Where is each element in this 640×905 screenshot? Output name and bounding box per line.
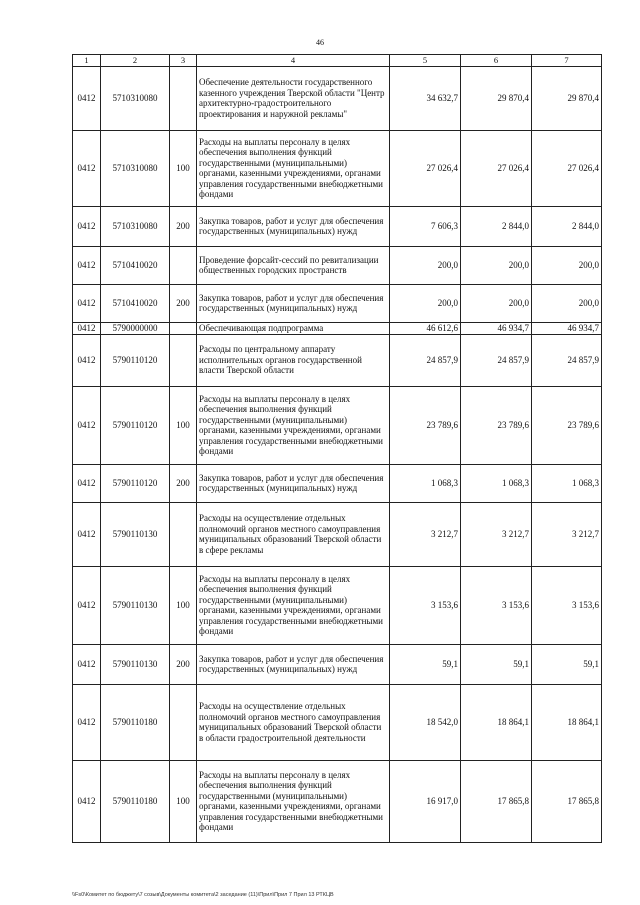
expense-type: 100 — [170, 566, 197, 644]
col-header-3: 3 — [170, 55, 197, 67]
amount-col6: 200,0 — [461, 246, 532, 284]
row-description: Закупка товаров, работ и услуг для обеспечения государственных (муниципальных) нужд — [197, 284, 390, 322]
table-row — [73, 386, 602, 464]
target-code: 5790000000 — [101, 322, 170, 334]
expense-type: 200 — [170, 464, 197, 502]
expense-type: 200 — [170, 284, 197, 322]
section-code: 0412 — [73, 566, 101, 644]
section-code: 0412 — [73, 322, 101, 334]
row-description: Расходы на выплаты персоналу в целях обеспечения выполнения функций государственными (муниципальными) органами, казенными учреждениями, органами управления государственными внебюджетными фондами — [197, 130, 390, 206]
amount-col5: 7 606,3 — [390, 206, 461, 246]
section-code: 0412 — [73, 644, 101, 684]
row-description: Расходы на выплаты персоналу в целях обеспечения выполнения функций государственными (муниципальными) органами, казенными учреждениями, органами управления государственными внебюджетными фондами — [197, 386, 390, 464]
amount-col7: 17 865,8 — [532, 760, 602, 842]
table-row — [73, 566, 602, 644]
target-code: 5790110130 — [101, 644, 170, 684]
row-description: Расходы на осуществление отдельных полномочий органов местного самоуправления муниципальных образований Тверской области в сфере рекламы — [197, 502, 390, 566]
col-header-2: 2 — [101, 55, 170, 67]
expense-type: 100 — [170, 760, 197, 842]
expense-type — [170, 322, 197, 334]
expense-type — [170, 246, 197, 284]
expense-type — [170, 66, 197, 130]
table-row — [73, 464, 602, 502]
amount-col5: 3 153,6 — [390, 566, 461, 644]
amount-col6: 29 870,4 — [461, 66, 532, 130]
amount-col7: 3 153,6 — [532, 566, 602, 644]
amount-col5: 16 917,0 — [390, 760, 461, 842]
section-code: 0412 — [73, 502, 101, 566]
table-row — [73, 684, 602, 760]
section-code: 0412 — [73, 760, 101, 842]
table-row — [73, 760, 602, 842]
footer-file-path: \\Fs0\Комитет по бюджету\7 созыв\Документы комитета\2 заседание (11)\Прил\Прил 7 Прил 13 РТКЦВ — [72, 892, 334, 898]
amount-col6: 3 212,7 — [461, 502, 532, 566]
row-description: Расходы на осуществление отдельных полномочий органов местного самоуправления муниципальных образований Тверской области в области градостроительной деятельности — [197, 684, 390, 760]
row-description: Закупка товаров, работ и услуг для обеспечения государственных (муниципальных) нужд — [197, 206, 390, 246]
expense-type: 200 — [170, 644, 197, 684]
section-code: 0412 — [73, 246, 101, 284]
expense-type — [170, 334, 197, 386]
expense-type — [170, 684, 197, 760]
amount-col7: 3 212,7 — [532, 502, 602, 566]
section-code: 0412 — [73, 206, 101, 246]
expense-type: 100 — [170, 130, 197, 206]
col-header-1: 1 — [73, 55, 101, 67]
table-row — [73, 502, 602, 566]
target-code: 5790110180 — [101, 684, 170, 760]
section-code: 0412 — [73, 334, 101, 386]
target-code: 5790110130 — [101, 502, 170, 566]
row-description: Обеспечение деятельности государственного казенного учреждения Тверской области "Центр архитектурно-градостроительного проектирования и наружной рекламы" — [197, 66, 390, 130]
target-code: 5790110130 — [101, 566, 170, 644]
amount-col6: 18 864,1 — [461, 684, 532, 760]
row-description: Закупка товаров, работ и услуг для обеспечения государственных (муниципальных) нужд — [197, 644, 390, 684]
target-code: 5790110120 — [101, 334, 170, 386]
amount-col6: 2 844,0 — [461, 206, 532, 246]
amount-col5: 46 612,6 — [390, 322, 461, 334]
amount-col6: 1 068,3 — [461, 464, 532, 502]
target-code: 5710310080 — [101, 130, 170, 206]
amount-col5: 200,0 — [390, 284, 461, 322]
amount-col6: 27 026,4 — [461, 130, 532, 206]
target-code: 5710410020 — [101, 246, 170, 284]
table-row — [73, 66, 602, 130]
amount-col5: 27 026,4 — [390, 130, 461, 206]
amount-col6: 46 934,7 — [461, 322, 532, 334]
section-code: 0412 — [73, 684, 101, 760]
row-description: Проведение форсайт-сессий по ревитализации общественных городских пространств — [197, 246, 390, 284]
target-code: 5790110180 — [101, 760, 170, 842]
row-description: Расходы на выплаты персоналу в целях обеспечения выполнения функций государственными (муниципальными) органами, казенными учреждениями, органами управления государственными внебюджетными фондами — [197, 566, 390, 644]
amount-col7: 18 864,1 — [532, 684, 602, 760]
amount-col6: 17 865,8 — [461, 760, 532, 842]
amount-col7: 2 844,0 — [532, 206, 602, 246]
section-code: 0412 — [73, 386, 101, 464]
row-description: Закупка товаров, работ и услуг для обеспечения государственных (муниципальных) нужд — [197, 464, 390, 502]
target-code: 5790110120 — [101, 386, 170, 464]
section-code: 0412 — [73, 66, 101, 130]
row-description: Расходы по центральному аппарату исполнительных органов государственной власти Тверской области — [197, 334, 390, 386]
amount-col5: 34 632,7 — [390, 66, 461, 130]
table-row — [73, 322, 602, 334]
amount-col6: 200,0 — [461, 284, 532, 322]
expense-type: 100 — [170, 386, 197, 464]
amount-col7: 23 789,6 — [532, 386, 602, 464]
amount-col6: 23 789,6 — [461, 386, 532, 464]
section-code: 0412 — [73, 130, 101, 206]
amount-col7: 27 026,4 — [532, 130, 602, 206]
table-row — [73, 206, 602, 246]
table-row — [73, 334, 602, 386]
amount-col5: 200,0 — [390, 246, 461, 284]
header-row — [73, 55, 602, 67]
table-row — [73, 130, 602, 206]
budget-table — [72, 54, 602, 843]
amount-col6: 24 857,9 — [461, 334, 532, 386]
expense-type — [170, 502, 197, 566]
row-description: Обеспечивающая подпрограмма — [197, 322, 390, 334]
amount-col6: 3 153,6 — [461, 566, 532, 644]
target-code: 5790110120 — [101, 464, 170, 502]
amount-col7: 200,0 — [532, 246, 602, 284]
col-header-5: 5 — [390, 55, 461, 67]
amount-col7: 59,1 — [532, 644, 602, 684]
col-header-4: 4 — [197, 55, 390, 67]
amount-col7: 29 870,4 — [532, 66, 602, 130]
amount-col5: 59,1 — [390, 644, 461, 684]
amount-col7: 1 068,3 — [532, 464, 602, 502]
target-code: 5710310080 — [101, 206, 170, 246]
target-code: 5710310080 — [101, 66, 170, 130]
amount-col7: 24 857,9 — [532, 334, 602, 386]
table-row — [73, 644, 602, 684]
col-header-6: 6 — [461, 55, 532, 67]
page-number: 46 — [316, 38, 324, 47]
section-code: 0412 — [73, 464, 101, 502]
amount-col6: 59,1 — [461, 644, 532, 684]
expense-type: 200 — [170, 206, 197, 246]
table-row — [73, 246, 602, 284]
row-description: Расходы на выплаты персоналу в целях обеспечения выполнения функций государственными (муниципальными) органами, казенными учреждениями, органами управления государственными внебюджетными фондами — [197, 760, 390, 842]
table-row — [73, 284, 602, 322]
amount-col5: 24 857,9 — [390, 334, 461, 386]
col-header-7: 7 — [532, 55, 602, 67]
amount-col7: 200,0 — [532, 284, 602, 322]
amount-col5: 18 542,0 — [390, 684, 461, 760]
target-code: 5710410020 — [101, 284, 170, 322]
section-code: 0412 — [73, 284, 101, 322]
amount-col5: 1 068,3 — [390, 464, 461, 502]
amount-col5: 3 212,7 — [390, 502, 461, 566]
amount-col7: 46 934,7 — [532, 322, 602, 334]
amount-col5: 23 789,6 — [390, 386, 461, 464]
